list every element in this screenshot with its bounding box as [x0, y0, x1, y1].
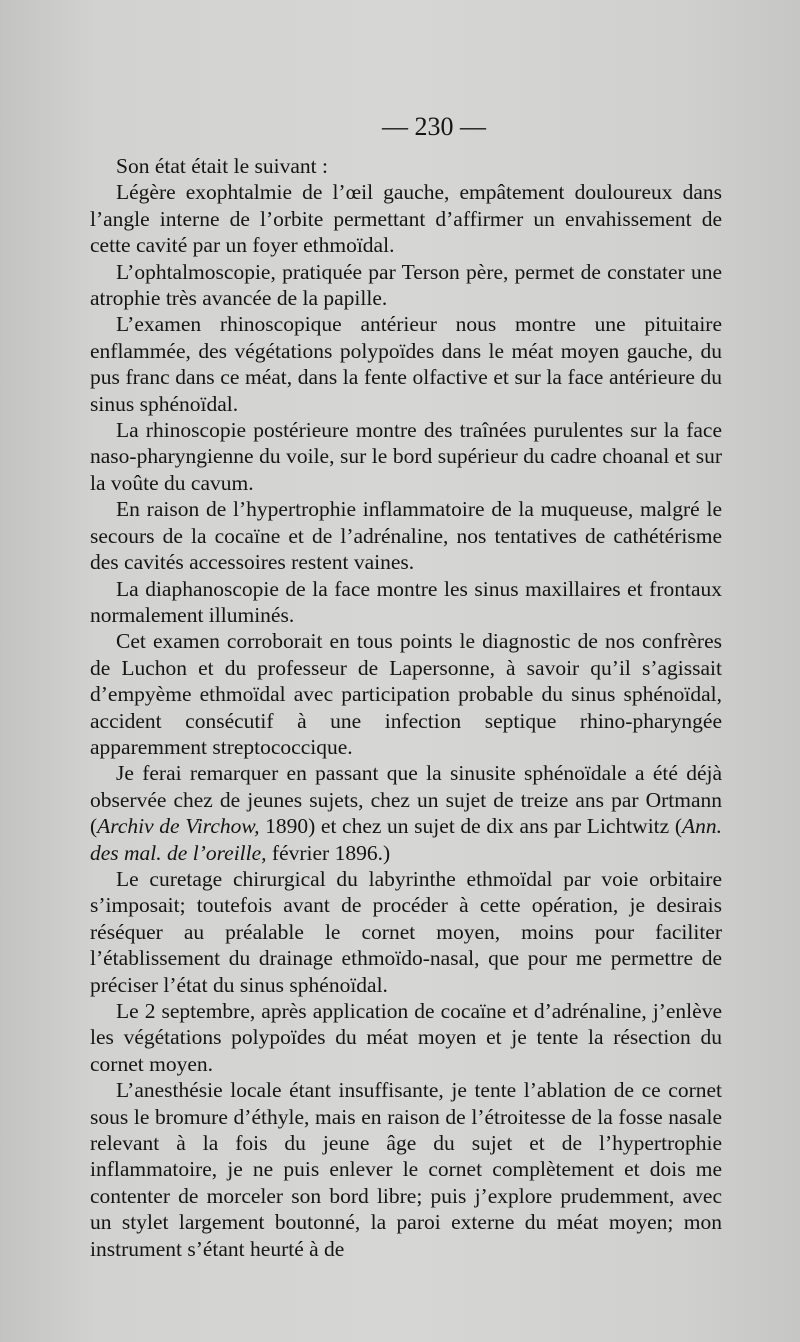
citation-journal-1: Archiv de Virchow,	[97, 814, 260, 839]
paragraph-hypertrophy: En raison de l’hypertrophie inflammatoire de la muqueuse, malgré le secours de la cocaïne et de l’adrénaline, nos tentatives de cathétérisme des cavités accessoires restent vaines.	[90, 497, 722, 575]
paragraph-anterior-rhinoscopy: L’examen rhinoscopique antérieur nous montre une pituitaire enflammée, des végétations polypoïdes dans le méat moyen gauche, du pus franc dans ce méat, dans la fente olfactive et sur la face antérieure du sinus sphénoïdal.	[90, 312, 722, 416]
citation-journal-2: Ann. des mal. de l’oreille,	[90, 814, 723, 865]
paragraph-diaphanoscopy: La diaphanoscopie de la face montre les sinus maxillaires et frontaux normalement illuminés.	[90, 576, 722, 627]
page-number: — 230 —	[382, 112, 486, 141]
citation-text-2: 1890) et chez un sujet de dix ans par Lichtwitz (	[259, 814, 682, 839]
paragraph-ophthalmoscopy: L’ophtalmoscopie, pratiquée par Terson père, permet de constater une atrophie très avancée de la papille.	[90, 259, 722, 311]
paragraph-diagnosis: Cet examen corroborait en tous points le diagnostic de nos confrères de Luchon et du professeur de Lapersonne, à savoir qu’il s’agissait d’empyème ethmoïdal avec participation probable du sinus sphénoïdal, accident consécutif à une infection septique rhino-pharyngée apparemment streptococcique.	[90, 629, 722, 759]
paragraph-anesthesia: L’anesthésie locale étant insuffisante, je tente l’ablation de ce cornet sous le bromure d’éthyle, mais en raison de l’étroitesse de la fosse nasale relevant à la fois du jeune âge du sujet et de l’hypertrophie inflammatoire, je ne puis enlever le cornet complètement et dois me contenter de morceler son bord libre; puis j’explore prudemment, avec un stylet largement boutonné, la paroi externe du méat moyen; mon instrument s’étant heurté à de	[90, 1078, 722, 1261]
paragraph-september: Le 2 septembre, après application de cocaïne et d’adrénaline, j’enlève les végétations polypoïdes du méat moyen et je tente la résection du cornet moyen.	[90, 999, 722, 1076]
paragraph-curettage: Le curetage chirurgical du labyrinthe ethmoïdal par voie orbitaire s’imposait; toutefois avant de procéder à cette opération, je desirais réséquer au préalable le cornet moyen, moins pour faciliter l’établissement du drainage ethmoïdo-nasal, que pour me permettre de préciser l’état du sinus sphénoïdal.	[90, 866, 722, 997]
citation-text-3: février 1896.)	[266, 840, 391, 865]
citation-text-1: Je ferai remarquer en passant que la sinusite sphénoïdale a été déjà observée chez de jeunes sujets, chez un sujet de treize ans par Ortmann (	[90, 761, 722, 839]
paragraph-exophthalmia: Légère exophtalmie de l’œil gauche, empâtement douloureux dans l’angle interne de l’orbite permettant d’affirmer un envahissement de cette cavité par un foyer ethmoïdal.	[90, 180, 722, 258]
paragraph-state: Son état était le suivant :	[116, 154, 328, 178]
paragraph-sphenoidal-sinusitis	[90, 760, 722, 866]
body-text	[90, 153, 722, 1262]
paragraph-posterior-rhinoscopy: La rhinoscopie postérieure montre des traînées purulentes sur la face naso-pharyngienne du voile, sur le bord supérieur du cadre choanal et sur la voûte du cavum.	[90, 418, 722, 495]
